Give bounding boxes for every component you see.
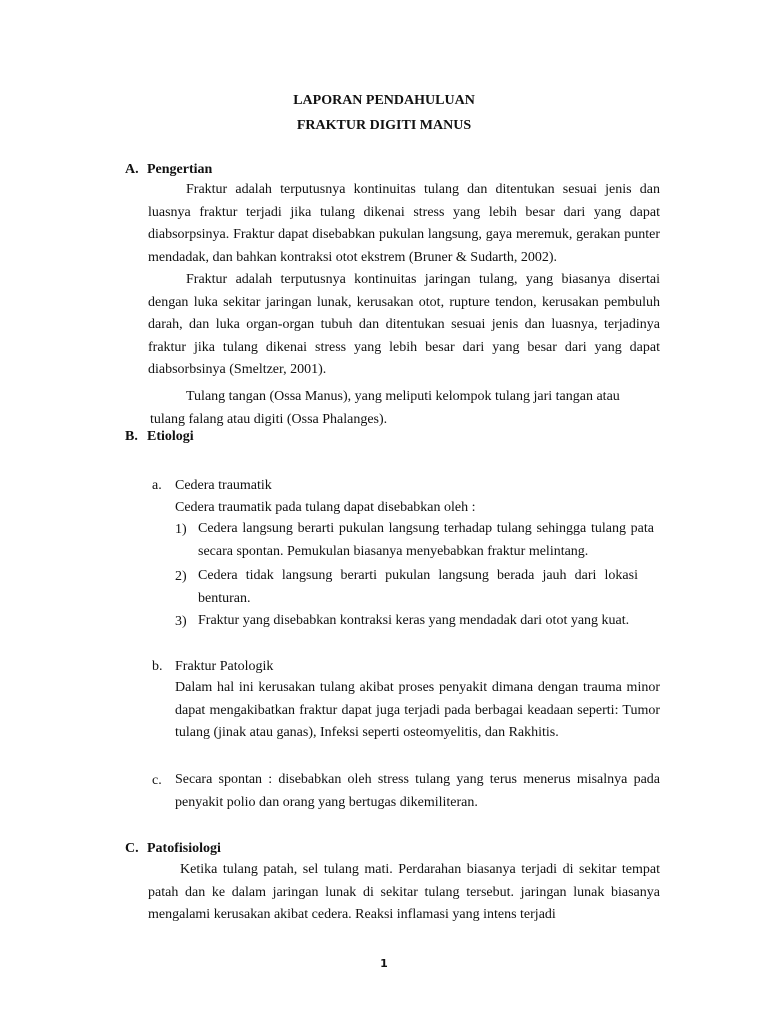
etiologi-b-text: Dalam hal ini kerusakan tulang akibat proses penyakit dimana dengan trauma minor dapat mengakibatkan fraktur dapat juga terjadi pada berbagai keadaan seperti: Tumor tulang (jinak atau ganas), Infeksi seperti osteomyelitis, dan Rakhitis. <box>175 680 660 740</box>
section-b-heading <box>125 429 194 445</box>
etiologi-c-marker: c. <box>152 773 162 788</box>
etiologi-a-item-3: Fraktur yang disebabkan kontraksi keras yang mendadak dari otot yang kuat. <box>198 613 630 628</box>
etiologi-a-item-3-marker: 3) <box>175 614 187 629</box>
section-a-paragraph-3-line-2: tulang falang atau digiti (Ossa Phalanges). <box>150 412 388 427</box>
section-b-number: B. <box>125 429 138 444</box>
etiologi-a-intro: Cedera traumatik pada tulang dapat disebabkan oleh : <box>175 500 476 515</box>
etiologi-a-item-1: Cedera langsung berarti pukulan langsung terhadap tulang sehingga tulang pata secara spontan. Pemukulan biasanya menyebabkan fraktur melintang. <box>198 521 654 559</box>
etiologi-a-item-2: Cedera tidak langsung berarti pukulan langsung berada jauh dari lokasi benturan. <box>198 568 638 606</box>
section-a-number: A. <box>125 162 139 177</box>
section-a-heading <box>125 162 212 178</box>
section-c-title: Patofisiologi <box>147 841 221 856</box>
section-c-paragraph-1: Ketika tulang patah, sel tulang mati. Perdarahan biasanya terjadi di sekitar tempat patah dan ke dalam jaringan lunak di sekitar tulang tersebut. jaringan lunak biasanya mengalami kerusakan akibat cedera. Reaksi inflamasi yang intens terjadi <box>148 862 660 922</box>
section-a-paragraph-1: Fraktur adalah terputusnya kontinuitas tulang dan ditentukan sesuai jenis dan luasnya fraktur terjadi jika tulang dikenai stress yang lebih besar dari yang dapat diabsorpsinya. Fraktur dapat disebabkan pukulan langsung, gaya meremuk, gerakan punter mendadak, dan bahkan kontraksi otot ekstrem (Bruner & Sudarth, 2002). <box>148 182 660 265</box>
etiologi-a-item-1-marker: 1) <box>175 522 187 537</box>
section-a-paragraph-3-line-1: Tulang tangan (Ossa Manus), yang meliputi kelompok tulang jari tangan atau <box>186 389 620 404</box>
section-a-paragraph-2: Fraktur adalah terputusnya kontinuitas jaringan tulang, yang biasanya disertai dengan luka sekitar jaringan lunak, kerusakan otot, rupture tendon, kerusakan pembuluh darah, dan luka organ-organ tubuh dan ditentukan sesuai jenis dan luasnya, terjadinya fraktur jika tulang dikenai stress yang lebih besar dari yang besar dari yang dapat diabsorbsinya (Smeltzer, 2001). <box>148 272 660 377</box>
page-number: 1 <box>380 957 388 970</box>
section-c-number: C. <box>125 841 139 856</box>
section-b-title: Etiologi <box>147 429 194 444</box>
etiologi-a-marker: a. <box>152 478 162 493</box>
section-a-title: Pengertian <box>147 162 213 177</box>
document-subtitle: FRAKTUR DIGITI MANUS <box>296 118 472 133</box>
etiologi-c-text: Secara spontan : disebabkan oleh stress tulang yang terus menerus misalnya pada penyakit polio dan orang yang bertugas dikemiliteran. <box>175 772 660 810</box>
section-c-heading <box>125 841 221 857</box>
etiologi-b-title: Fraktur Patologik <box>175 659 274 674</box>
etiologi-a-item-2-marker: 2) <box>175 569 187 584</box>
document-title: LAPORAN PENDAHULUAN <box>293 93 475 108</box>
etiologi-a-title: Cedera traumatik <box>175 478 272 493</box>
etiologi-b-marker: b. <box>152 659 163 674</box>
